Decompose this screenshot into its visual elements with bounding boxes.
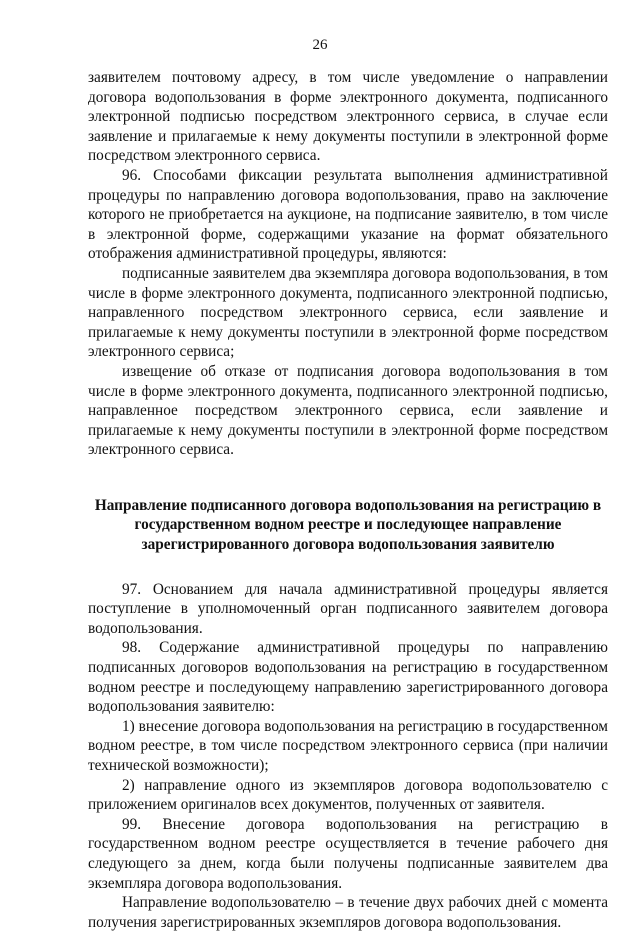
paragraph-98: 98. Содержание административной процедуры по направлению подписанных договоров водопользования на регистрацию в государственном водном реестре и последующему направлению зарегистрированного договора водопользования заявителю: (88, 639, 608, 716)
document-body (88, 68, 608, 932)
paragraph-signed-copies: подписанные заявителем два экземпляра договора водопользования, в том числе в форме электронного документа, подписанного электронной подписью, направленного посредством электронного сервиса, если заявление и прилагаемые к нему документы поступили в электронной форме посредством электронного сервиса; (88, 264, 608, 361)
paragraph-delivery: Направление водопользователю – в течение двух рабочих дней с момента получения зарегистрированных экземпляров договора водопользования. (88, 894, 608, 931)
paragraph-97: 97. Основанием для начала административной процедуры является поступление в уполномоченный орган подписанного заявителем договора водопользования. (88, 580, 608, 637)
paragraph-98-item-1: 1) внесение договора водопользования на регистрацию в государственном водном реестре, в том числе посредством электронного сервиса (при наличии технической возможности); (88, 717, 608, 774)
paragraph-99: 99. Внесение договора водопользования на регистрацию в государственном водном реестре осуществляется в течение рабочего дня следующего за днем, когда были получены подписанные заявителем два экземпляра договора водопользования. (88, 815, 608, 892)
paragraph-98-item-2: 2) направление одного из экземпляров договора водопользователю с приложением оригиналов всех документов, полученных от заявителя. (88, 776, 608, 814)
page-number: 26 (312, 37, 328, 53)
section-heading: Направление подписанного договора водопользования на регистрацию в государственном водном реестре и последующее направление зарегистрированного договора водопользования заявителю (94, 496, 602, 554)
paragraph-96: 96. Способами фиксации результата выполнения административной процедуры по направлению договора водопользования, право на заключение которого не приобретается на аукционе, на подписание заявителю, в том числе в электронной форме, содержащими указание на формат обязательного отображения административной процедуры, являются: (88, 166, 608, 263)
paragraph-refusal-notice: извещение об отказе от подписания договора водопользования в том числе в форме электронного документа, подписанного электронной подписью, направленное посредством электронного сервиса, если заявление и прилагаемые к нему документы поступили в электронной форме посредством электронного сервиса. (88, 362, 608, 459)
paragraph-continuation: заявителем почтовому адресу, в том числе уведомление о направлении договора водопользования в форме электронного документа, подписанного электронной подписью посредством электронного сервиса, в случае если заявление и прилагаемые к нему документы поступили в электронной форме посредством электронного сервиса. (88, 69, 608, 165)
